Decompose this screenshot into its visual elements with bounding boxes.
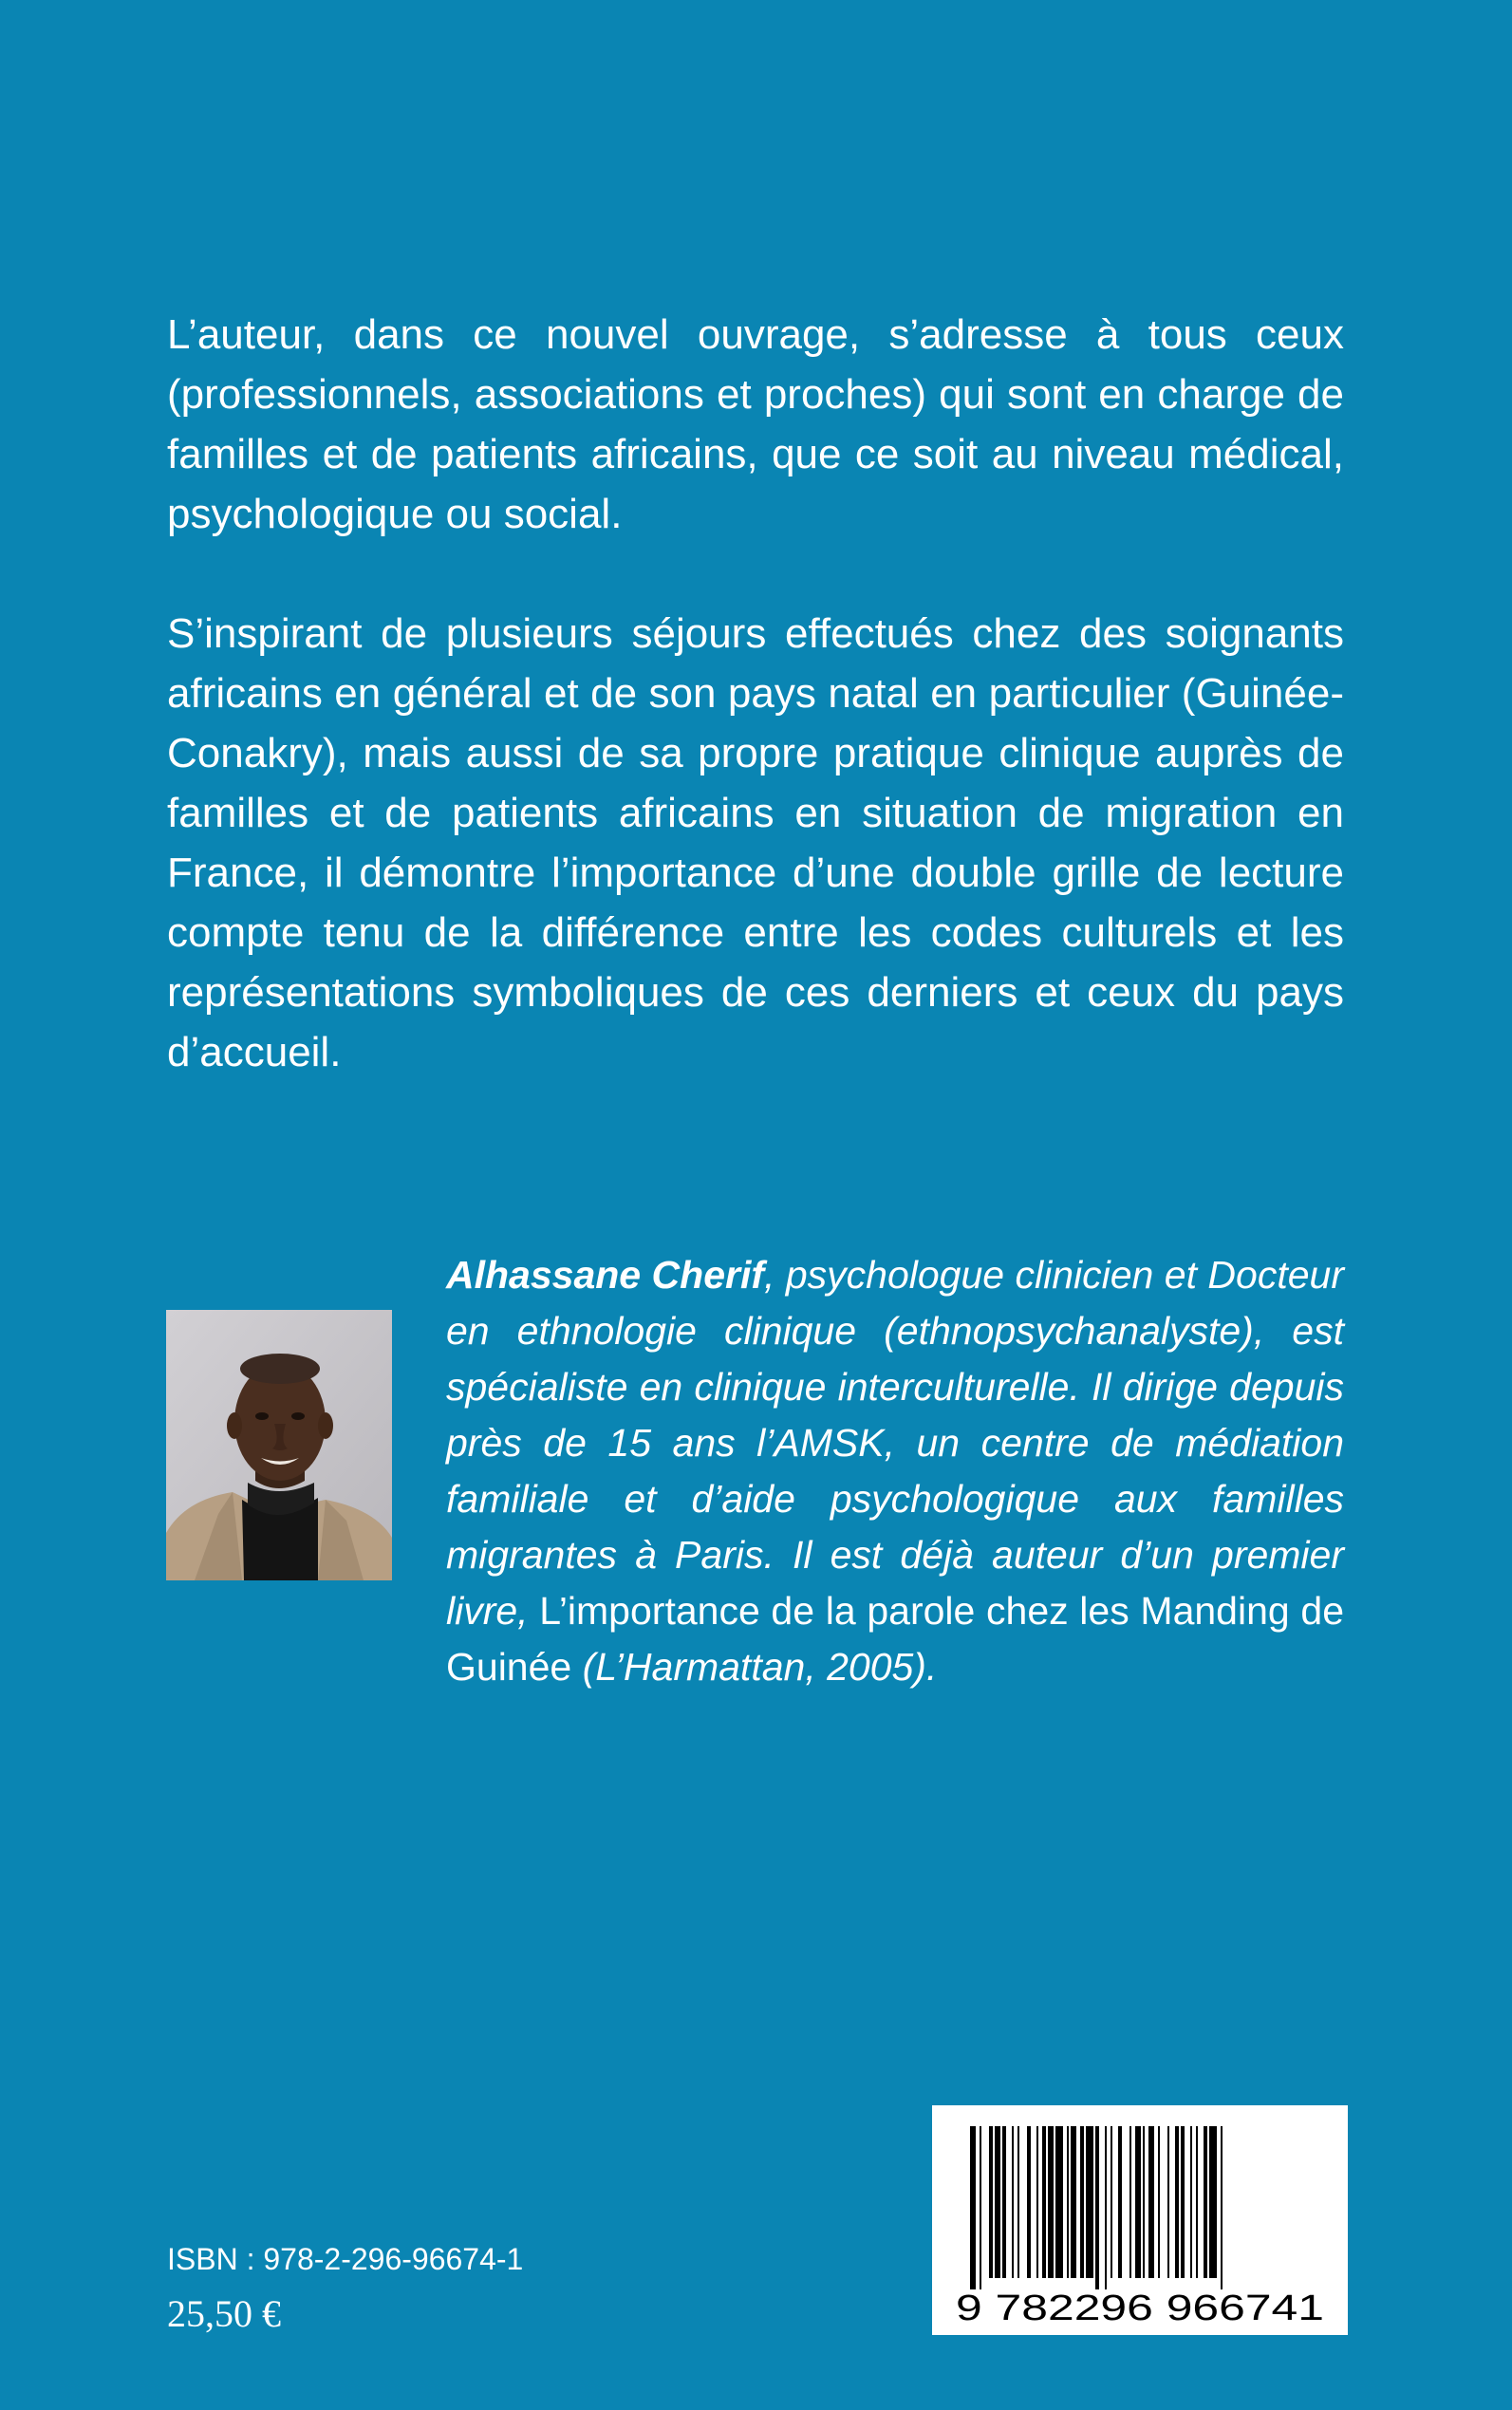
barcode-bar: [1002, 2126, 1006, 2278]
barcode-bar: [970, 2126, 976, 2289]
barcode-bar: [1055, 2126, 1063, 2278]
barcode-bar: [1036, 2126, 1038, 2278]
author-bio: [446, 1247, 1344, 1695]
barcode-bar: [1167, 2126, 1169, 2278]
barcode-bar: [1111, 2126, 1112, 2278]
barcode-bar: [1158, 2126, 1160, 2278]
barcode-bar: [1105, 2126, 1107, 2289]
blurb-paragraph-2: S’inspirant de plusieurs séjours effectués chez des soignants africains en général et de son pays natal en particulier (Guinée-Conakry), mais aussi de sa propre pratique clinique auprès de familles et de patients africains en situation de migration en France, il démontre l’importance d’une double grille de lecture compte tenu de la différence entre les codes culturels et les représentations symboliques de ces derniers et ceux du pays d’accueil.: [167, 610, 1344, 1075]
barcode-bar: [1190, 2126, 1192, 2278]
barcode-bar: [989, 2126, 993, 2278]
barcode-bar: [980, 2126, 981, 2289]
barcode-bar: [1042, 2126, 1046, 2278]
barcode-digits: 9 782296 966741: [956, 2289, 1324, 2328]
barcode-bar: [1017, 2126, 1019, 2278]
previous-book-publisher: (L’Harmattan, 2005).: [582, 1645, 938, 1689]
author-photo: [166, 1310, 392, 1580]
barcode: [932, 2105, 1348, 2335]
barcode-bar: [1221, 2126, 1223, 2289]
barcode-bar: [1067, 2126, 1069, 2278]
barcode-bar: [1027, 2126, 1031, 2278]
author-name: Alhassane Cherif: [446, 1253, 764, 1297]
barcode-bar: [1129, 2126, 1131, 2278]
barcode-bar: [1143, 2126, 1145, 2278]
blurb-paragraph-1: L’auteur, dans ce nouvel ouvrage, s’adresse à tous ceux (professionnels, associations et proches) qui sont en charge de familles et de patients africains, que ce soit au niveau médical, psychologique ou social.: [167, 311, 1344, 537]
author-bio-text: , psychologue clinicien et Docteur en ethnologie clinique (ethnopsychanalyste), est spécialiste en clinique interculturelle. Il dirige depuis près de 15 ans l’AMSK, un centre de médiation familiale et d’aide psychologique aux familles migrantes à Paris. Il est déjà auteur d’un premier livre,: [446, 1253, 1344, 1633]
barcode-bar: [995, 2126, 1000, 2278]
barcode-bar: [1086, 2126, 1093, 2278]
barcode-bar: [1148, 2126, 1154, 2278]
isbn: ISBN : 978-2-296-96674-1: [167, 2242, 524, 2276]
barcode-bar: [1196, 2126, 1198, 2278]
barcode-bars: [970, 2126, 1223, 2289]
barcode-bar: [1118, 2126, 1122, 2278]
barcode-bar: [1204, 2126, 1207, 2278]
barcode-bar: [1048, 2126, 1054, 2278]
previous-book-title: L’importance de la parole chez les Manding de Guinée: [446, 1589, 1344, 1689]
barcode-bar: [1071, 2126, 1076, 2278]
barcode-bar: [1175, 2126, 1179, 2278]
barcode-bar: [1209, 2126, 1217, 2278]
barcode-bar: [1095, 2126, 1099, 2289]
barcode-bar: [1181, 2126, 1185, 2278]
barcode-bar: [1080, 2126, 1084, 2278]
barcode-bar: [1135, 2126, 1141, 2278]
price: 25,50 €: [167, 2292, 281, 2335]
barcode-bar: [1012, 2126, 1014, 2278]
